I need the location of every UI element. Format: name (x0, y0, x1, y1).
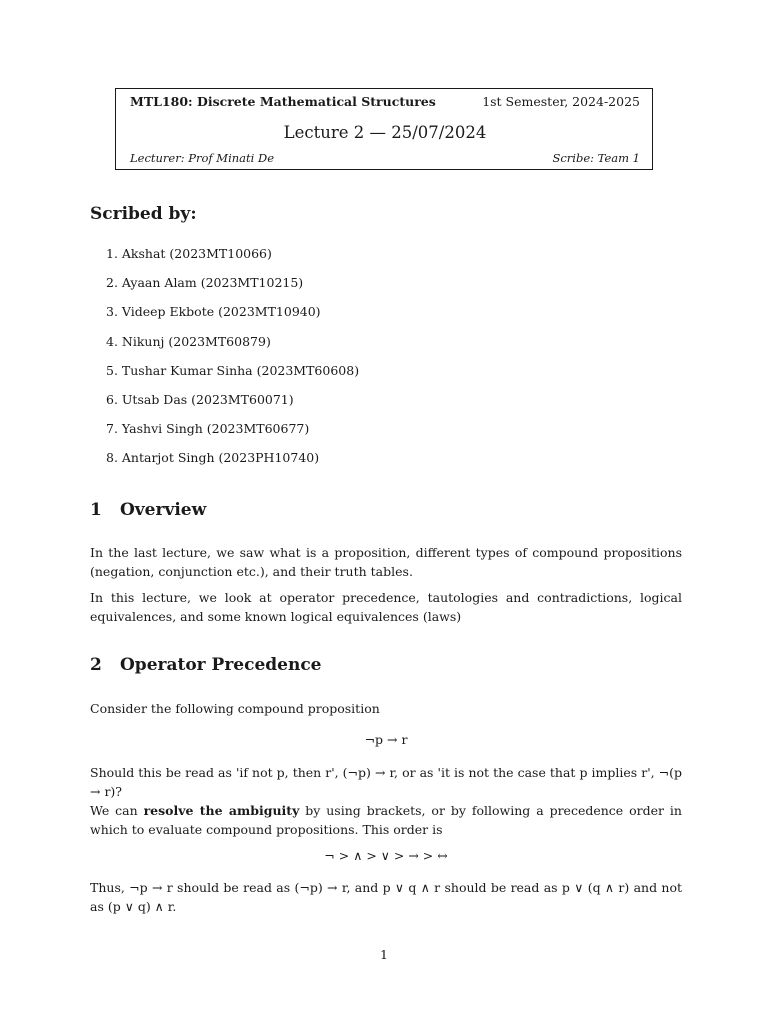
section-heading-overview (90, 500, 206, 520)
list-item: 8. Antarjot Singh (2023PH10740) (106, 450, 320, 466)
text-span: We can (90, 803, 144, 818)
semester: 1st Semester, 2024-2025 (482, 94, 640, 109)
scribe-list (106, 246, 359, 480)
lecturer: Lecturer: Prof Minati De (130, 151, 275, 165)
course-title: MTL180: Discrete Mathematical Structures (130, 94, 436, 109)
lecture-title: Lecture 2 — 25/07/2024 (283, 123, 487, 142)
list-item: 3. Videep Ekbote (2023MT10940) (106, 304, 321, 320)
section-title: Overview (120, 500, 207, 520)
overview-paragraph-2: In this lecture, we look at operator precedence, tautologies and contradictions, logical equivalences, and some known logical equivalences (laws) (90, 590, 682, 624)
section-heading-precedence (90, 655, 322, 675)
question-text: Should this be read as 'if not p, then r', (¬p) → r, or as 'it is not the case that p implies r', ¬(p → r)? (90, 765, 682, 799)
lecture-header-box (115, 88, 653, 170)
precedence-paragraph-3: Thus, ¬p → r should be read as (¬p) → r, and p ∨ q ∧ r should be read as p ∨ (q ∧ r) and not as (p ∨ q) ∧ r. (90, 880, 682, 914)
section-number: 2 (90, 655, 102, 675)
list-item: 7. Yashvi Singh (2023MT60677) (106, 421, 310, 437)
scribe: Scribe: Team 1 (552, 151, 640, 165)
precedence-paragraph-2 (90, 763, 682, 839)
list-item: 5. Tushar Kumar Sinha (2023MT60608) (106, 362, 360, 378)
list-item: 4. Nikunj (2023MT60879) (106, 333, 271, 349)
header-middle-row (130, 123, 640, 142)
header-top-row (130, 94, 640, 109)
emphasis-text: resolve the ambiguity (143, 803, 300, 818)
precedence-paragraph-1: Consider the following compound proposition (90, 701, 380, 716)
list-item: 6. Utsab Das (2023MT60071) (106, 391, 294, 407)
header-bottom-row (130, 151, 640, 165)
page-number: 1 (380, 947, 388, 962)
scribed-by-heading: Scribed by: (90, 204, 197, 224)
list-item: 1. Akshat (2023MT10066) (106, 246, 272, 261)
list-item: 2. Ayaan Alam (2023MT10215) (106, 275, 304, 291)
display-formula-2: ¬ > ∧ > ∨ > → > ↔ (324, 848, 448, 863)
display-formula-1: ¬p → r (364, 732, 408, 747)
section-title: Operator Precedence (120, 655, 322, 675)
overview-paragraph-1: In the last lecture, we saw what is a proposition, different types of compound propositions (negation, conjunction etc.), and their truth tables. (90, 545, 682, 579)
text-span: by using brackets, or by following a precedence order in which to evaluate compound propositions. This order is (90, 803, 682, 837)
section-number: 1 (90, 500, 102, 520)
